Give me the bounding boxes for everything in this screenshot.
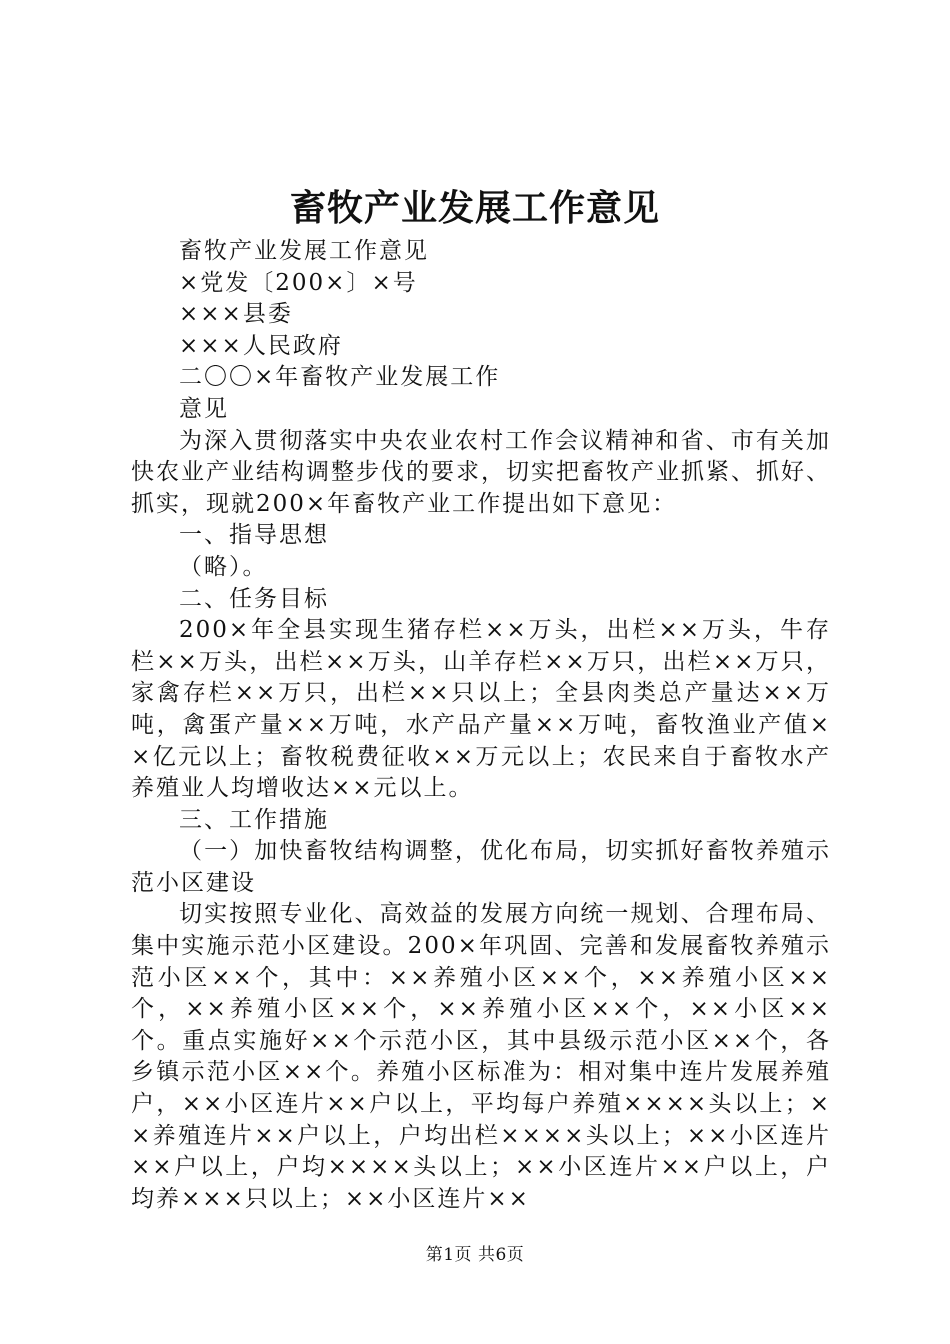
document-title: 畜牧产业发展工作意见 — [289, 187, 660, 229]
section-heading-guiding-thought: 一、指导思想 — [179, 522, 329, 549]
paragraph-doc-number: ×党发〔200×〕×号 — [179, 269, 418, 296]
paragraph-subtitle: 畜牧产业发展工作意见 — [179, 238, 429, 264]
paragraph-opinion-heading: 意见 — [179, 395, 229, 422]
paragraph-issuer-government: ×××人民政府 — [179, 332, 343, 359]
paragraph-introduction: 为深入贯彻落实中央农业农村工作会议精神和省、市有关加快农业产业结构调整步伐的要求，切实把畜牧产业抓紧、抓好、抓实，现就200×年畜牧产业工作提出如下意见： — [131, 427, 831, 517]
paragraph-targets: 200×年全县实现生猪存栏××万头，出栏××万头，牛存栏××万头，出栏××万头，山羊存栏××万只，出栏××万只，家禽存栏××万只，出栏××只以上；全县肉类总产量达××万吨，禽蛋产量××万吨，水产品产量××万吨，畜牧渔业产值××亿元以上；畜牧税费征收××万元以上；农民来自于畜牧水产养殖业人均增收达××元以上。 — [131, 617, 831, 802]
paragraph-demonstration-zones: 切实按照专业化、高效益的发展方向统一规划、合理布局、集中实施示范小区建设。200×年巩固、完善和发展畜牧养殖示范小区××个，其中：××养殖小区××个，××养殖小区××个，××养殖小区××个，××养殖小区××个，××小区××个。重点实施好××个示范小区，其中县级示范小区××个，各乡镇示范小区××个。养殖小区标准为：相对集中连片发展养殖户，××小区连片××户以上，平均每户养殖××××头以上；××养殖连片××户以上，户均出栏××××头以上；××小区连片××户以上，户均××××头以上；××小区连片××户以上，户均养×××只以上；××小区连片×× — [131, 901, 831, 1212]
paragraph-omitted: （略）。 — [179, 553, 268, 580]
paragraph-year-heading: 二〇〇×年畜牧产业发展工作 — [179, 364, 501, 391]
section-heading-measures: 三、工作措施 — [179, 806, 329, 833]
document-body — [131, 236, 831, 1215]
section-heading-targets: 二、任务目标 — [179, 585, 329, 612]
paragraph-issuer-committee: ×××县委 — [179, 301, 293, 328]
page-number-footer: 第1页 共6页 — [425, 1245, 525, 1265]
subsection-heading-structure: （一）加快畜牧结构调整，优化布局，切实抓好畜牧养殖示范小区建设 — [131, 838, 831, 896]
